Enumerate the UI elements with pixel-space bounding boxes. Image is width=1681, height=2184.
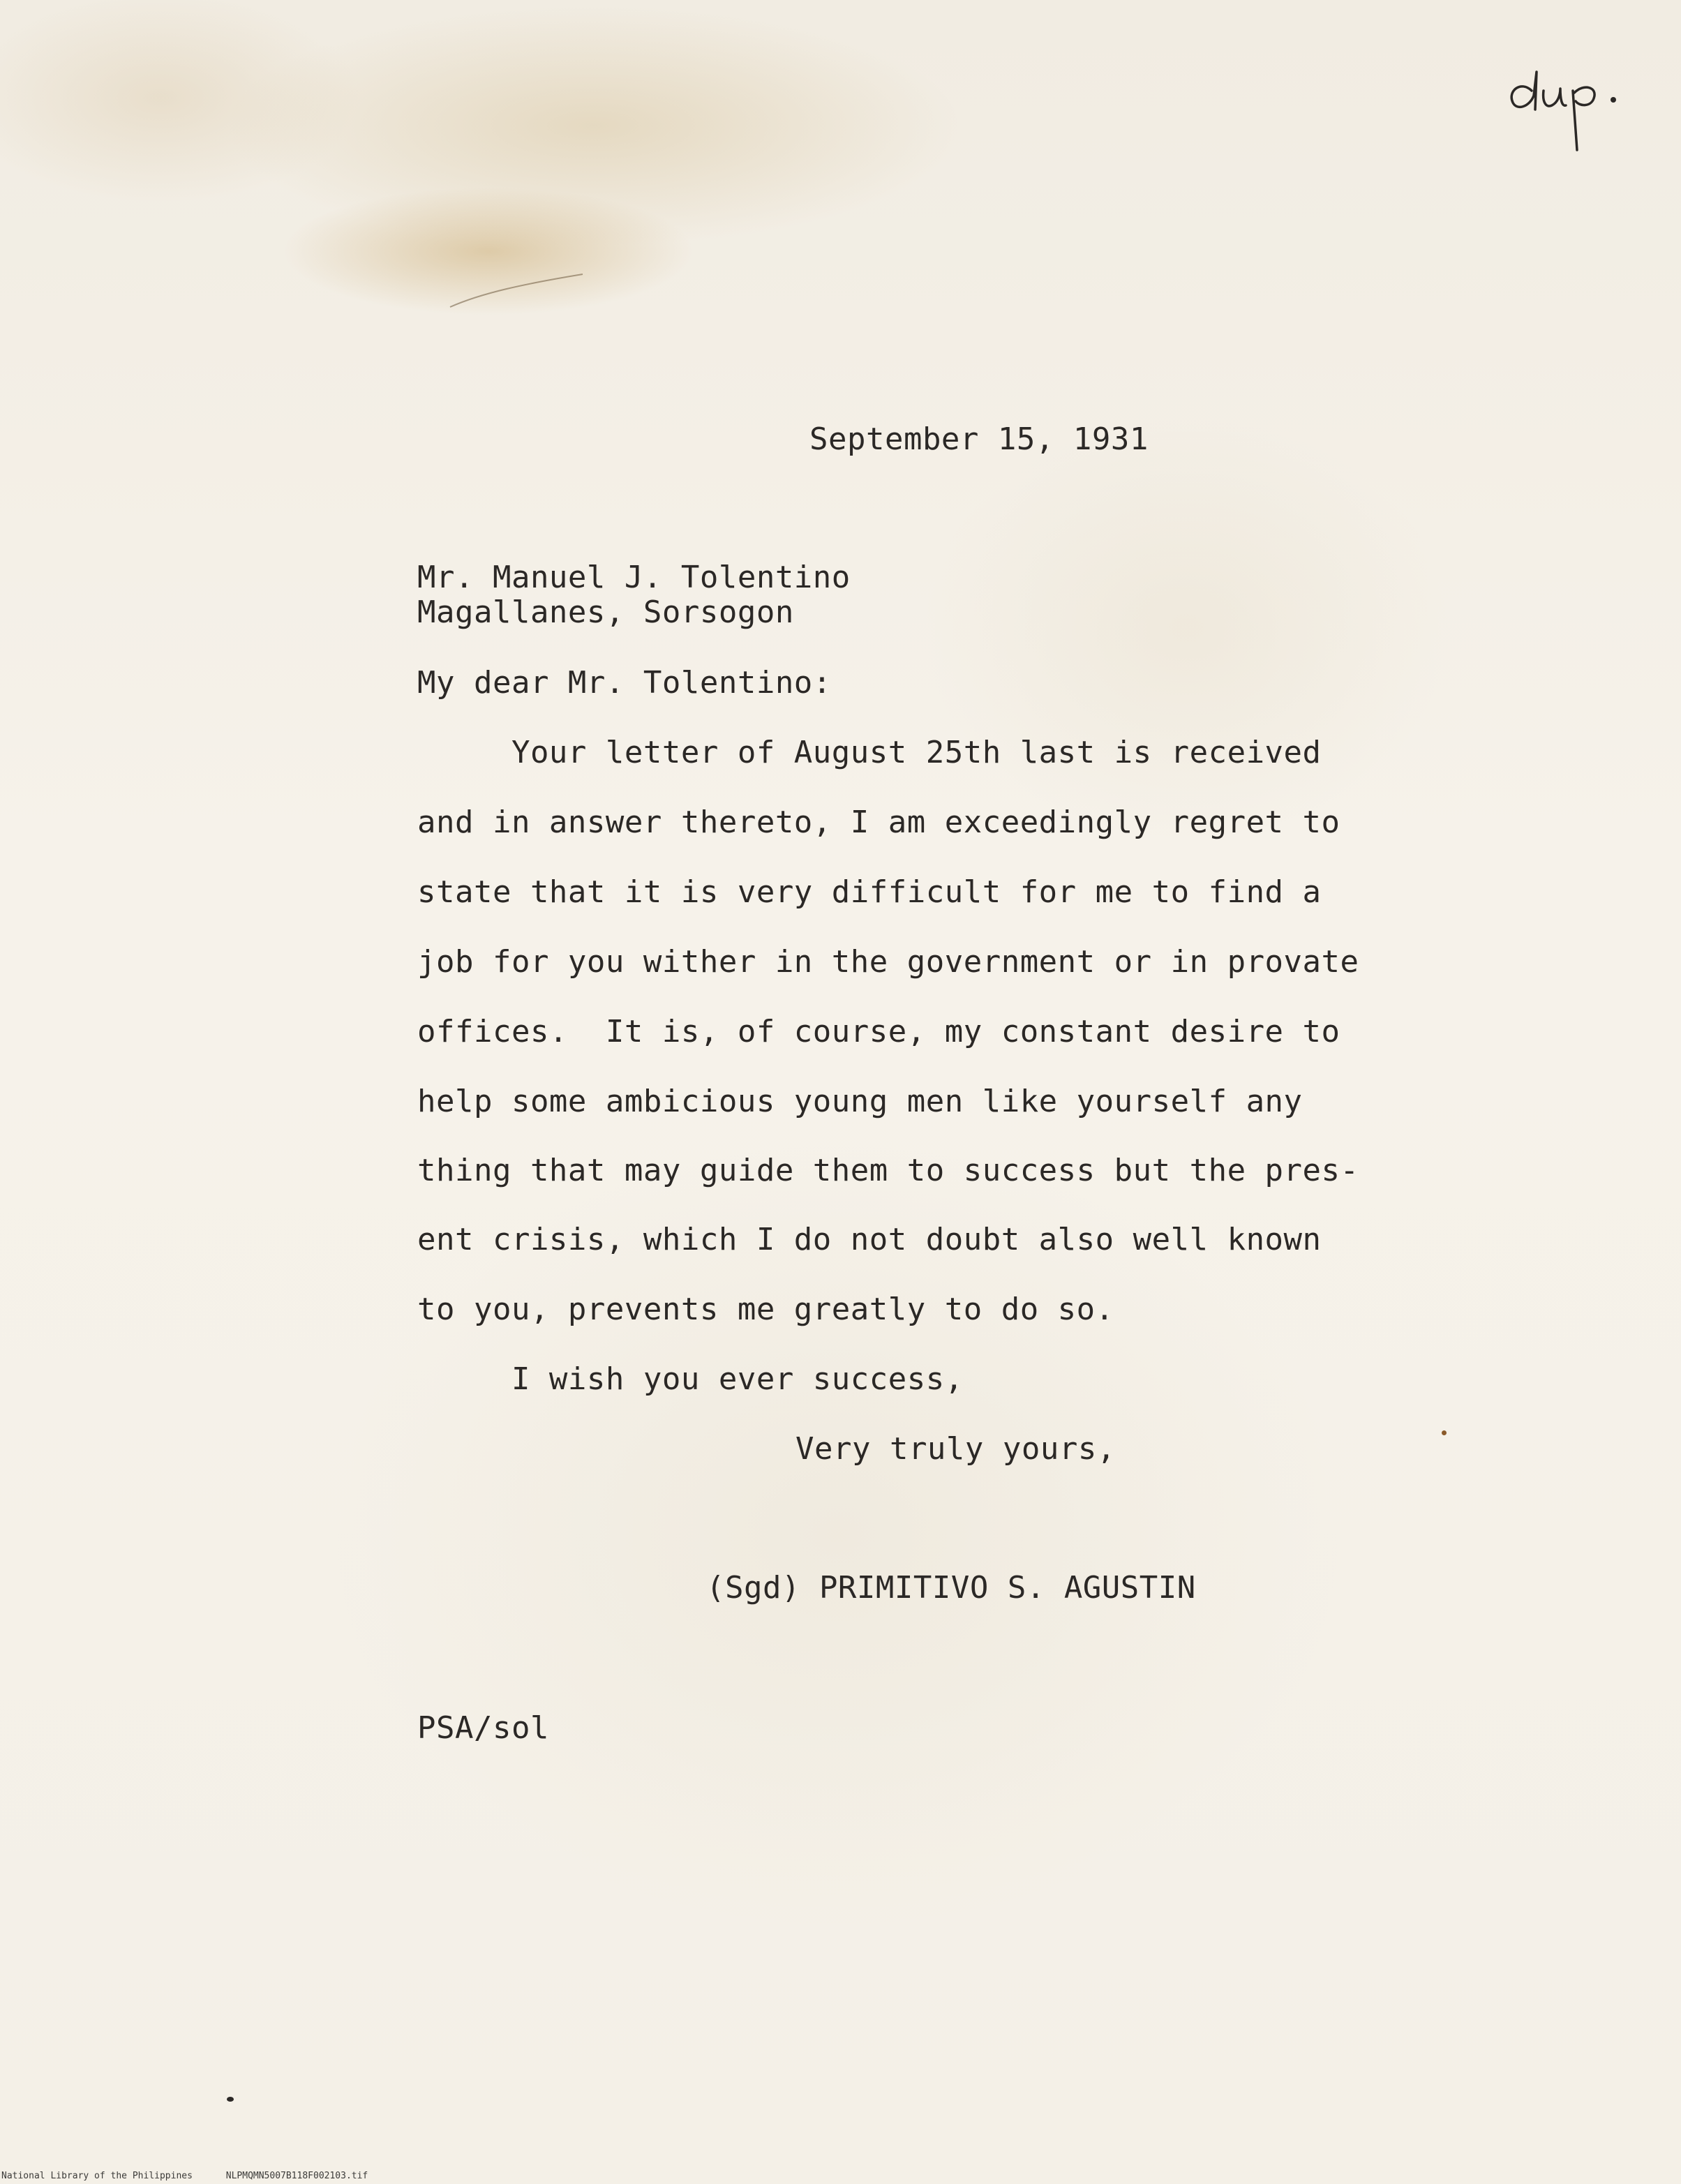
letter-date: September 15, 1931 <box>809 421 1149 457</box>
closing-wish: I wish you ever success, <box>417 1361 964 1397</box>
handwritten-dup-note <box>1500 52 1640 164</box>
recipient-address: Magallanes, Sorsogon <box>417 594 794 630</box>
recipient-name: Mr. Manuel J. Tolentino <box>417 560 851 595</box>
closing: Very truly yours, <box>795 1431 1116 1467</box>
footer-file-id: NLPMQMN5007B118F002103.tif <box>225 2171 368 2181</box>
salutation: My dear Mr. Tolentino: <box>417 665 832 701</box>
body-line: Your letter of August 25th last is received <box>417 735 1322 770</box>
body-line: state that it is very difficult for me to find a <box>417 874 1322 910</box>
ink-speck <box>1442 1430 1447 1435</box>
reference-initials: PSA/sol <box>417 1710 549 1746</box>
body-line: job for you wither in the government or in provate <box>417 944 1359 980</box>
archive-footer <box>1 2171 396 2181</box>
body-line: to you, prevents me greatly to do so. <box>417 1292 1114 1327</box>
paper-crease <box>447 269 586 311</box>
body-line: and in answer thereto, I am exceedingly regret to <box>417 805 1340 840</box>
signature-line: (Sgd) PRIMITIVO S. AGUSTIN <box>706 1570 1196 1606</box>
ink-speck <box>227 2097 234 2102</box>
footer-library: National Library of the Philippines <box>1 2171 193 2181</box>
body-line: offices. It is, of course, my constant desire to <box>417 1014 1340 1049</box>
body-line: ent crisis, which I do not doubt also well known <box>417 1222 1322 1257</box>
body-line: thing that may guide them to success but the pres- <box>417 1153 1359 1188</box>
body-line: help some ambicious young men like yourself any <box>417 1084 1303 1119</box>
